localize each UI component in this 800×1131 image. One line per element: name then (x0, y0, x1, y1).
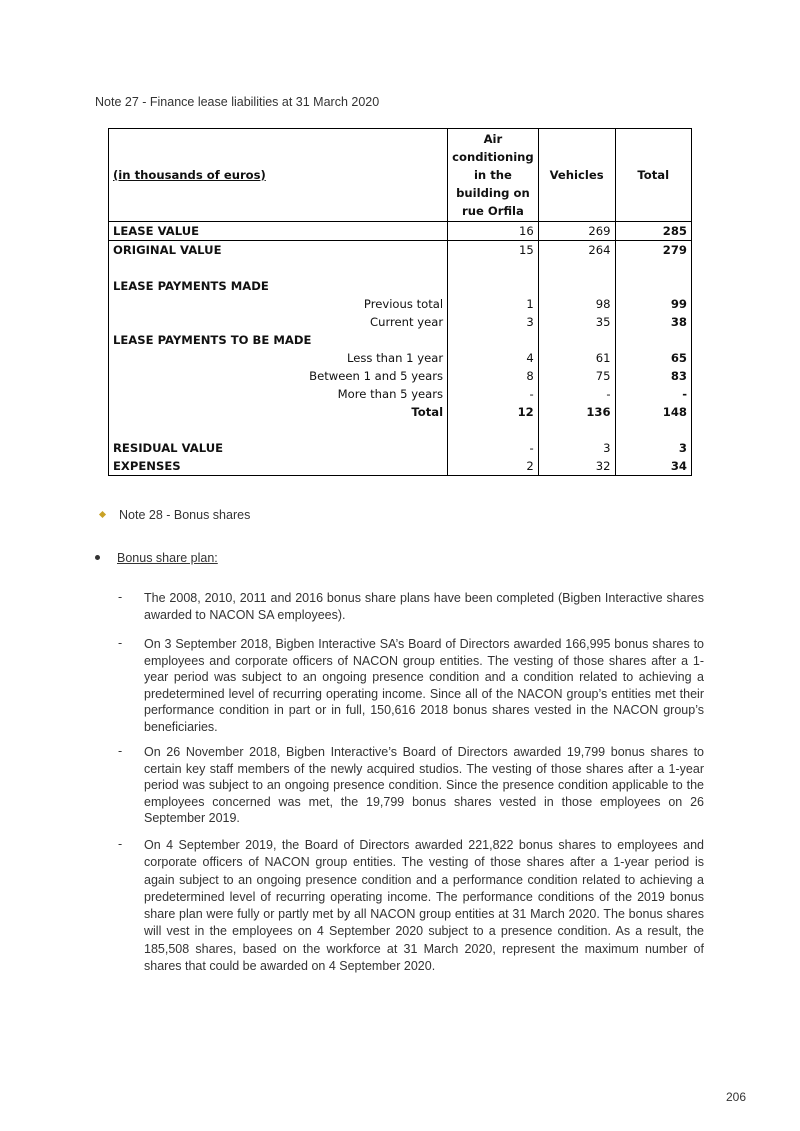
paragraph-2019-september: On 4 September 2019, the Board of Directors awarded 221,822 bonus shares to employees and corporate officers of NACON group entities. The vesting of those shares after a 1-year period is again subject to an ongoing presence condition and a performance condition related to achieving a predetermined level of recurring operating income. The performance conditions of the 2019 bonus share plan were fully or partly met by all NACON group entities at 31 March 2020. The bonus shares will vest in the employees on 4 September 2020 subject to a presence condition. As a result, the 185,508 shares, based on the workforce at 31 March 2020, represent the maximum number of shares that could be awarded on 4 September 2020. (144, 838, 704, 974)
row-label: RESIDUAL VALUE (109, 439, 448, 457)
dash-marker: - (118, 590, 123, 604)
note-28-heading (100, 508, 250, 522)
row-label: LEASE VALUE (109, 222, 448, 241)
row-label: More than 5 years (109, 385, 448, 403)
row-value-total: 65 (615, 349, 691, 367)
table-row (109, 241, 692, 260)
dash-marker: - (118, 744, 123, 758)
bonus-plan-heading: Bonus share plan: (117, 551, 218, 565)
row-label: LEASE PAYMENTS TO BE MADE (109, 331, 448, 349)
header-air-conditioning: Air conditioning in the building on rue Orfila (448, 129, 539, 222)
row-label: EXPENSES (109, 457, 448, 476)
row-value-total: 83 (615, 367, 691, 385)
table-spacer-row (109, 421, 692, 439)
row-value-total: 99 (615, 295, 691, 313)
paragraph-2018-september: On 3 September 2018, Bigben Interactive SA’s Board of Directors awarded 166,995 bonus shares to employees and corporate officers of NACON group entities. The vesting of those shares after a 1-year period was subject to an ongoing presence condition and a condition related to achieving a predetermined level of recurring operating income. Since all of the NACON group’s entities met their performance condition in part or in full, 150,616 2018 bonus shares vested in the NACON group’s beneficiaries. (144, 637, 704, 734)
row-value-vehicles: 269 (538, 222, 615, 241)
note-28-title: Note 28 - Bonus shares (119, 508, 251, 522)
row-value-air: 12 (448, 403, 539, 421)
note-27-title: Note 27 - Finance lease liabilities at 31 March 2020 (95, 95, 380, 109)
row-label: Between 1 and 5 years (109, 367, 448, 385)
row-value-vehicles: 98 (538, 295, 615, 313)
row-value-total: - (615, 385, 691, 403)
row-label: Total (109, 403, 448, 421)
dash-marker: - (118, 837, 123, 851)
paragraph-plans-completed: The 2008, 2010, 2011 and 2016 bonus share plans have been completed (Bigben Interactive shares awarded to NACON SA employees). (144, 591, 704, 622)
dash-marker: - (118, 636, 123, 650)
row-value-air: 16 (448, 222, 539, 241)
row-value-air: 1 (448, 295, 539, 313)
row-value-vehicles: 3 (538, 439, 615, 457)
row-value-vehicles: 32 (538, 457, 615, 476)
bullet-dot-icon (95, 555, 100, 560)
diamond-bullet-icon (99, 511, 106, 518)
row-label: LEASE PAYMENTS MADE (109, 277, 448, 295)
row-value-total: 38 (615, 313, 691, 331)
row-label: Previous total (109, 295, 448, 313)
row-value-vehicles: 35 (538, 313, 615, 331)
row-value-vehicles: 136 (538, 403, 615, 421)
table-row (109, 295, 692, 313)
row-value-air: 8 (448, 367, 539, 385)
table-row (109, 331, 692, 349)
page-number: 206 (726, 1090, 747, 1104)
row-label: ORIGINAL VALUE (109, 241, 448, 260)
row-value-total: 34 (615, 457, 691, 476)
header-total: Total (615, 129, 691, 222)
row-value-air: - (448, 439, 539, 457)
row-value-vehicles: - (538, 385, 615, 403)
paragraph-2018-november: On 26 November 2018, Bigben Interactive’s Board of Directors awarded 19,799 bonus shares to certain key staff members of the newly acquired studios. The vesting of those shares after a 1-year period was subject to an ongoing presence condition. Since the presence condition applicable to the employees concerned was met, the 19,799 bonus shares vested in those employees on 26 September 2019. (144, 745, 704, 825)
row-label: Current year (109, 313, 448, 331)
table-row (109, 349, 692, 367)
finance-lease-table (108, 128, 692, 476)
row-value-vehicles: 264 (538, 241, 615, 260)
row-value-air: 4 (448, 349, 539, 367)
row-value-air: 2 (448, 457, 539, 476)
table-row (109, 367, 692, 385)
row-value-total: 3 (615, 439, 691, 457)
table-row (109, 222, 692, 241)
row-value-air: 3 (448, 313, 539, 331)
table-row (109, 385, 692, 403)
header-label: (in thousands of euros) (109, 129, 448, 222)
table-row (109, 313, 692, 331)
bonus-plan-bullet (95, 551, 218, 565)
row-value-vehicles: 75 (538, 367, 615, 385)
row-value-total: 148 (615, 403, 691, 421)
table-row-total (109, 403, 692, 421)
row-value-total: 279 (615, 241, 691, 260)
table-row (109, 439, 692, 457)
row-value-vehicles: 61 (538, 349, 615, 367)
row-label: Less than 1 year (109, 349, 448, 367)
table-row (109, 457, 692, 476)
row-value-air: - (448, 385, 539, 403)
header-vehicles: Vehicles (538, 129, 615, 222)
row-value-air: 15 (448, 241, 539, 260)
table-spacer-row (109, 259, 692, 277)
table-header-row (109, 129, 692, 222)
table-row (109, 277, 692, 295)
row-value-total: 285 (615, 222, 691, 241)
